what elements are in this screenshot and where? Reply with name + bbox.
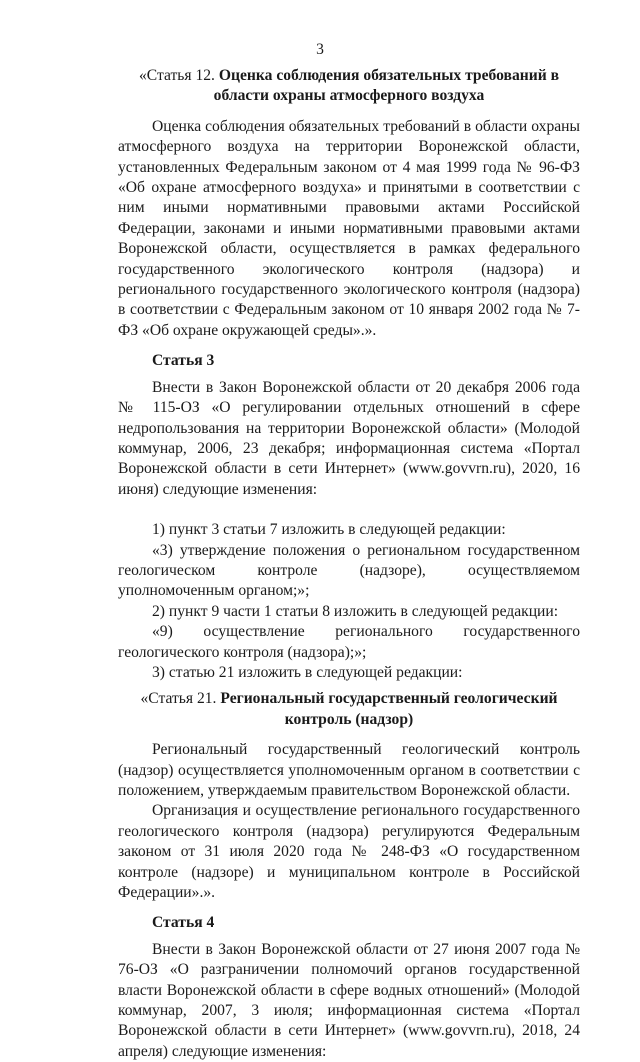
- article3-intro: Внести в Закон Воронежской области от 20 декабря 2006 года № 115-ОЗ «О регулировании отдельных отношений в сфере недропользования на территории Воронежской области» (Молодой коммунар, 2006, 23 декабря; информационная система «Портал Воронежской области в сети Интернет» (www.govvrn.ru), 2020, 16 июня) следующие изменения:: [118, 378, 580, 498]
- article21-para1: Региональный государственный геологический контроль (надзор) осуществляется уполномоченным органом в соответствии с положением, утверждаемым правительством Воронежской области.: [118, 741, 580, 799]
- page-number: 3: [316, 41, 324, 58]
- article12-heading: «Статья 12. Оценка соблюдения обязательных требований в области охраны атмосферного воздуха: [138, 67, 560, 105]
- article3-heading: Статья 3: [152, 352, 215, 370]
- article3-item1-text: «3) утверждение положения о региональном государственном геологическом контроле (надзоре), осуществляемом уполномоченным органом;»;: [118, 541, 580, 600]
- article3-item3: 3) статью 21 изложить в следующей редакции:: [152, 663, 463, 681]
- article21-para2: Организация и осуществление регионального государственного геологического контроля (надзора) регулируются Федеральным законом от 31 июля 2020 года № 248-ФЗ «О государственном контроле (надзоре) и муниципальном контроле в Российской Федерации».».: [118, 802, 580, 902]
- article4-heading: Статья 4: [152, 914, 215, 932]
- article3-item2-text: «9) осуществление регионального государственного геологического контроля (надзора);»;: [118, 623, 580, 661]
- article3-item1: 1) пункт 3 статьи 7 изложить в следующей редакции:: [152, 521, 506, 539]
- document-body: [118, 66, 580, 1062]
- article21-heading: «Статья 21. Региональный государственный геологический контроль (надзор): [140, 690, 558, 728]
- article4-intro: Внести в Закон Воронежской области от 27 июня 2007 года № 76-ОЗ «О разграничении полномочий органов государственной власти Воронежской области в сфере водных отношений» (Молодой коммунар, 2007, 3 июля; информационная система «Портал Воронежской области в сети Интернет» (www.govvrn.ru), 2018, 24 апреля) следующие изменения:: [118, 940, 580, 1060]
- article3-item2: 2) пункт 9 части 1 статьи 8 изложить в следующей редакции:: [152, 602, 559, 620]
- article12-body: Оценка соблюдения обязательных требований в области охраны атмосферного воздуха на территории Воронежской области, установленных Федеральным законом от 4 мая 1999 года № 96-ФЗ «Об охране атмосферного воздуха» и принятыми в соответствии с ним иными нормативными правовыми актами Российской Федерации, законами и иными нормативными правовыми актами Воронежской области, осуществляется в рамках федерального государственного экологического контроля (надзора) и регионального государственного экологического контроля (надзора) в соответствии с Федеральным законом от 10 января 2002 года № 7-ФЗ «Об охране окружающей среды».».: [118, 117, 580, 339]
